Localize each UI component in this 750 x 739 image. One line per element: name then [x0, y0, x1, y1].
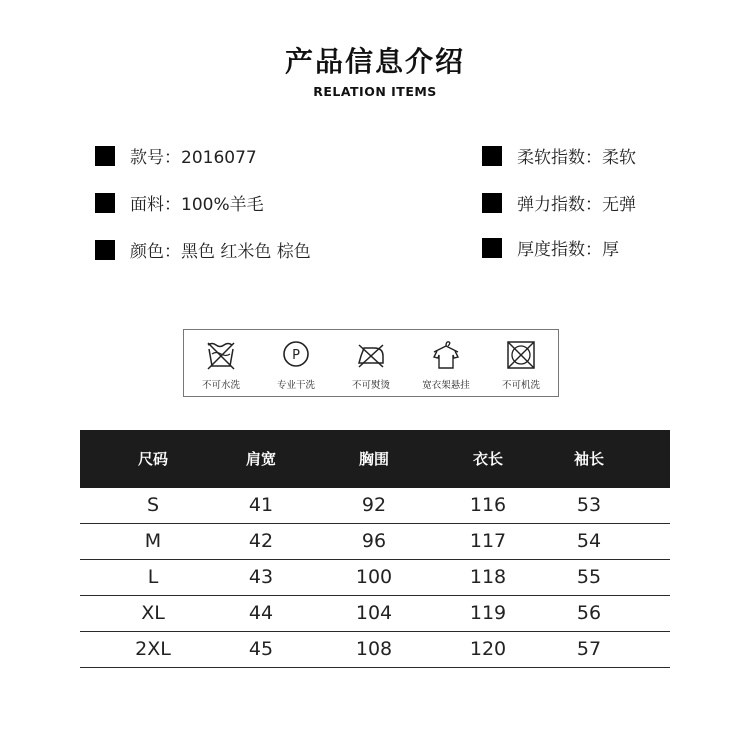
cell-sleeve: 56 [576, 602, 602, 624]
size-table [80, 430, 670, 668]
cell-chest: 92 [361, 494, 387, 516]
cell-length: 119 [469, 602, 507, 624]
cell-chest: 108 [355, 638, 393, 660]
attr-text: 厚度指数：厚 [517, 240, 619, 260]
care-instructions-box [183, 329, 559, 397]
attr-softness [482, 143, 636, 168]
hang-dry-icon [431, 339, 461, 371]
attr-text: 款号：2016077 [130, 148, 257, 168]
cell-size: S [146, 494, 160, 516]
page-title: 产品信息介绍 [284, 45, 465, 78]
table-header [80, 430, 670, 488]
care-no-iron [334, 330, 408, 396]
bullet-square-icon [482, 238, 502, 258]
table-row [80, 596, 670, 632]
no-wash-icon [206, 339, 236, 371]
care-no-machine-wash [484, 330, 558, 396]
care-label: 不可水洗 [201, 380, 240, 391]
cell-shoulder: 45 [248, 638, 274, 660]
cell-chest: 104 [355, 602, 393, 624]
attr-style-number [95, 143, 257, 168]
bullet-square-icon [95, 193, 115, 213]
cell-size: L [147, 566, 159, 588]
cell-chest: 96 [361, 530, 387, 552]
table-row [80, 524, 670, 560]
care-hang-dry [409, 330, 483, 396]
cell-shoulder: 44 [248, 602, 274, 624]
cell-shoulder: 43 [248, 566, 274, 588]
svg-text:P: P [292, 348, 300, 363]
care-dry-clean [259, 330, 333, 396]
cell-length: 116 [469, 494, 507, 516]
cell-chest: 100 [355, 566, 393, 588]
dry-clean-icon [281, 339, 311, 371]
attr-text: 面料：100%羊毛 [130, 195, 264, 215]
attr-fabric [95, 190, 264, 215]
attr-text: 柔软指数：柔软 [517, 148, 636, 168]
attr-color [95, 237, 311, 262]
no-machine-wash-icon [506, 339, 536, 371]
cell-sleeve: 54 [576, 530, 602, 552]
table-row [80, 488, 670, 524]
cell-size: 2XL [135, 638, 171, 660]
bullet-square-icon [482, 193, 502, 213]
cell-length: 118 [469, 566, 507, 588]
attr-elasticity [482, 190, 636, 215]
col-header-shoulder: 肩宽 [245, 450, 276, 468]
col-header-chest: 胸围 [358, 450, 389, 468]
page-subtitle: RELATION ITEMS [313, 84, 437, 99]
bullet-square-icon [482, 146, 502, 166]
bullet-square-icon [95, 146, 115, 166]
cell-size: XL [141, 602, 165, 624]
attr-text: 弹力指数：无弹 [517, 195, 636, 215]
col-header-length: 衣长 [472, 450, 503, 468]
care-label: 不可熨烫 [351, 380, 390, 391]
care-label: 专业干洗 [276, 380, 315, 391]
cell-sleeve: 57 [576, 638, 602, 660]
cell-shoulder: 41 [248, 494, 274, 516]
col-header-size: 尺码 [137, 450, 168, 468]
cell-length: 117 [469, 530, 507, 552]
care-label: 不可机洗 [501, 380, 540, 391]
table-row [80, 632, 670, 668]
cell-sleeve: 55 [576, 566, 602, 588]
cell-size: M [144, 530, 162, 552]
no-iron-icon [356, 339, 386, 371]
care-no-wash [184, 330, 258, 396]
table-row [80, 560, 670, 596]
care-label: 宽衣架悬挂 [422, 380, 470, 391]
cell-sleeve: 53 [576, 494, 602, 516]
cell-length: 120 [469, 638, 507, 660]
cell-shoulder: 42 [248, 530, 274, 552]
bullet-square-icon [95, 240, 115, 260]
col-header-sleeve: 袖长 [573, 450, 604, 468]
attr-thickness [482, 235, 619, 260]
attr-text: 颜色：黑色 红米色 棕色 [130, 242, 311, 262]
